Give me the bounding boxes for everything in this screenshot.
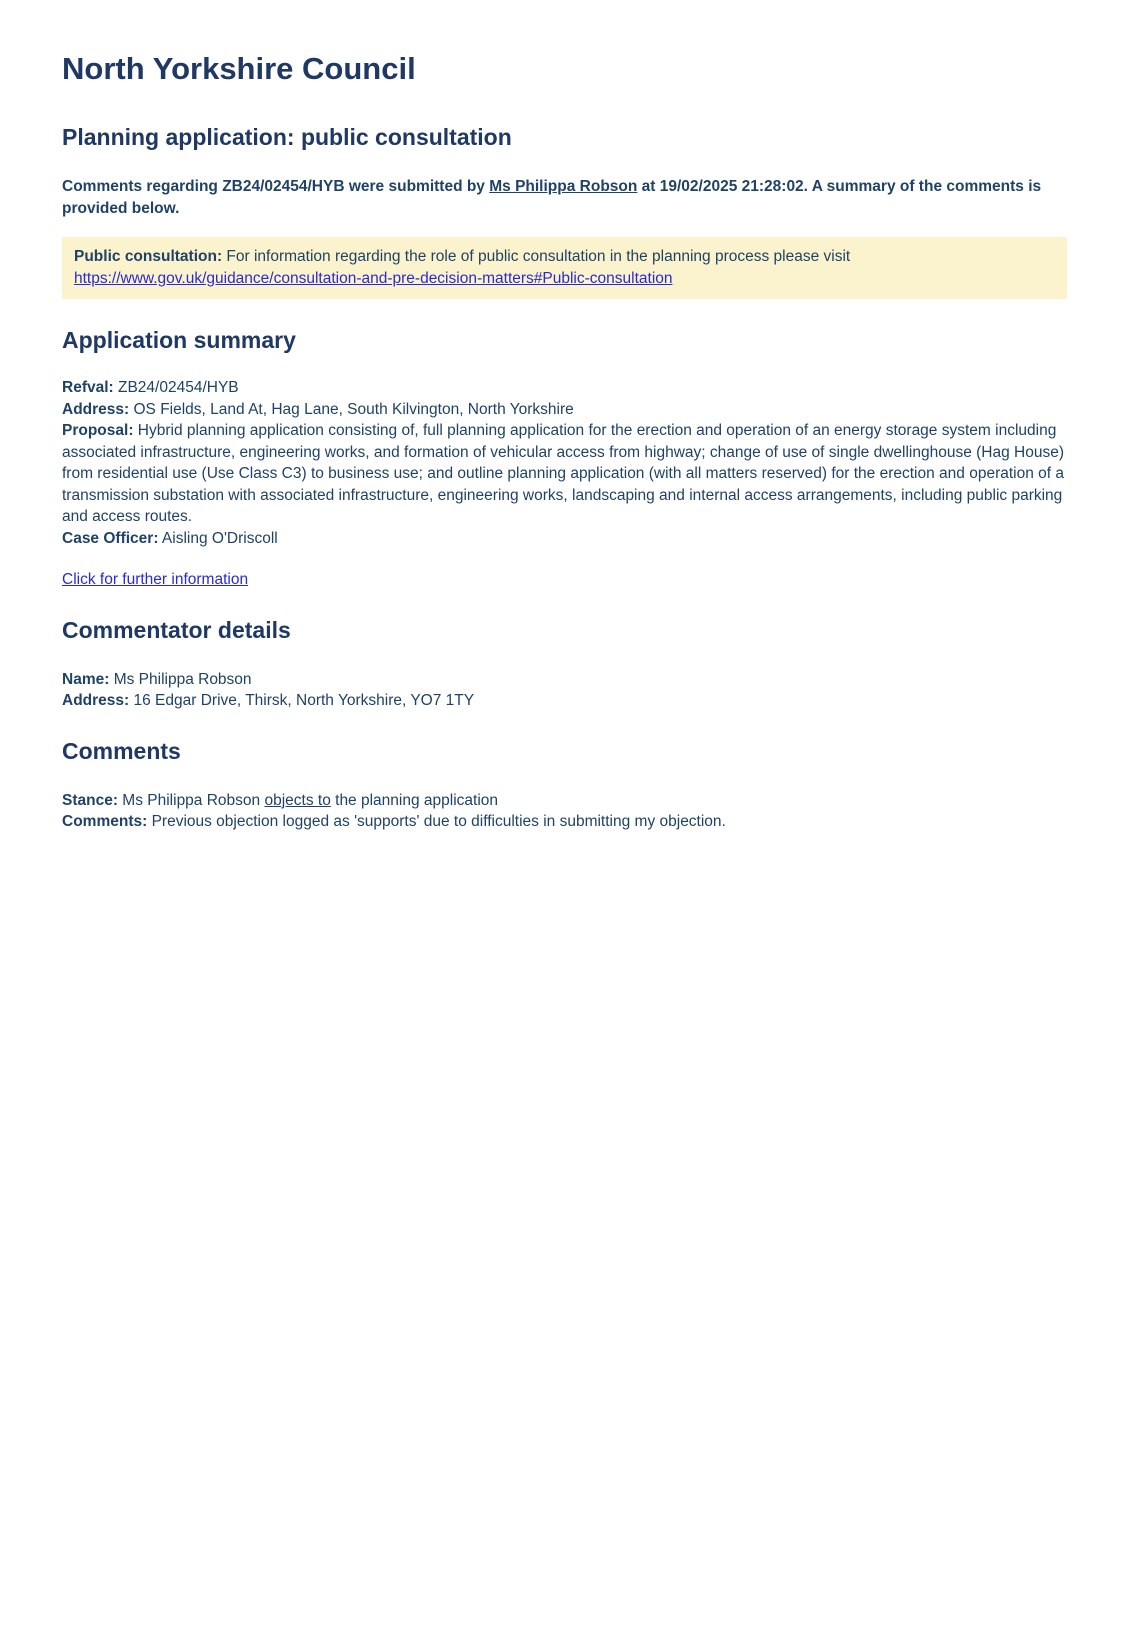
intro-paragraph — [62, 176, 1067, 219]
stance-label: Stance: — [62, 791, 118, 809]
further-information-link[interactable]: Click for further information — [62, 571, 249, 588]
commentator-name-label: Name: — [62, 670, 110, 688]
application-summary-heading: Application summary — [62, 327, 296, 353]
site-address-label: Address: — [62, 400, 130, 418]
case-officer-row — [62, 528, 1067, 550]
document — [62, 50, 1067, 833]
commentator-address-value: 16 Edgar Drive, Thirsk, North Yorkshire, YO7 1TY — [129, 692, 475, 709]
refval-value: ZB24/02454/HYB — [113, 379, 239, 396]
stance-objects-to: objects to — [264, 791, 331, 809]
comments-row — [62, 811, 1067, 833]
commentator-name-value: Ms Philippa Robson — [109, 670, 252, 688]
comments-value: Previous objection logged as 'supports' due to difficulties in submitting my objection. — [147, 813, 726, 830]
refval-row — [62, 377, 1067, 399]
case-officer-label: Case Officer: — [62, 529, 159, 547]
commentator-address-row — [62, 690, 1067, 712]
notice-text: For information regarding the role of public consultation in the planning process please visit — [222, 248, 851, 265]
stance-row — [62, 790, 1067, 812]
application-summary-block — [62, 377, 1067, 549]
intro-text-after: at 19/02/2025 21:28:02. A summary of the comments is provided below. — [62, 178, 1042, 217]
case-officer-value: Aisling O'Driscoll — [158, 529, 278, 547]
proposal-row — [62, 420, 1067, 528]
stance-text-after: the planning application — [330, 791, 499, 809]
proposal-label: Proposal: — [62, 422, 134, 439]
comments-block — [62, 790, 1067, 833]
comments-label: Comments: — [62, 813, 148, 830]
page-subtitle: Planning application: public consultation — [62, 124, 512, 150]
further-information-row — [62, 569, 1067, 591]
site-address-value: OS Fields, Land At, Hag Lane, South Kilvington, North Yorkshire — [129, 400, 574, 418]
stance-text-before: Ms Philippa Robson — [118, 791, 265, 809]
notice-label: Public consultation: — [74, 248, 223, 265]
commentator-details-block — [62, 669, 1067, 712]
commentator-details-heading: Commentator details — [62, 616, 291, 643]
commentator-name-link[interactable]: Ms Philippa Robson — [489, 178, 638, 195]
intro-text-before: Comments regarding ZB24/02454/HYB were submitted by — [62, 178, 490, 195]
commentator-name-row — [62, 669, 1067, 691]
page-title: North Yorkshire Council — [62, 51, 416, 86]
comments-heading: Comments — [62, 737, 181, 764]
site-address-row — [62, 399, 1067, 421]
commentator-address-label: Address: — [62, 692, 130, 709]
consultation-guidance-link[interactable]: https://www.gov.uk/guidance/consultation-and-pre-decision-matters#Public-consultation — [74, 269, 673, 287]
proposal-value: Hybrid planning application consisting of, full planning application for the erection and operation of an energy storage system including associated infrastructure, engineering works, and formation of vehicular access from highway; change of use of single dwellinghouse (Hag House) from residential use (Use Class C3) to business use; and outline planning application (with all matters reserved) for the erection and operation of a transmission substation with associated infrastructure, engineering works, landscaping and internal access arrangements, including public parking and access routes. — [62, 422, 1065, 525]
refval-label: Refval: — [62, 379, 114, 396]
public-consultation-notice — [62, 237, 1067, 299]
